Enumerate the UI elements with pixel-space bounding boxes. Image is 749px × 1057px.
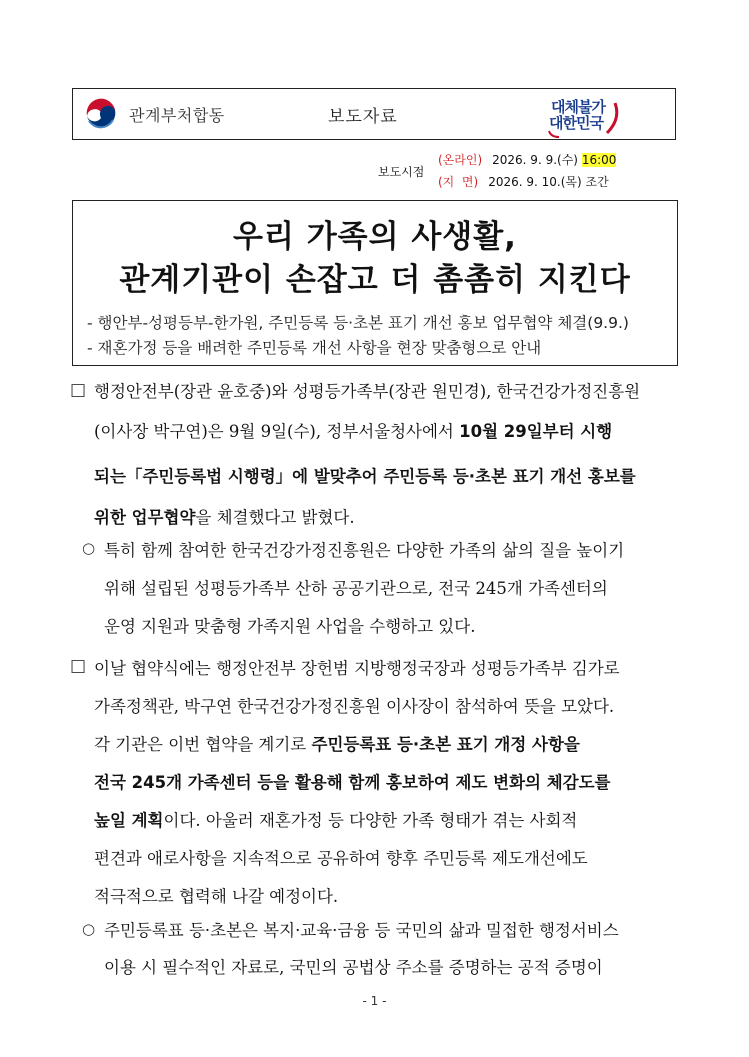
p3-line5-text: 이다. 아울러 재혼가정 등 다양한 가족 형태가 겪는 사회적 bbox=[163, 811, 578, 830]
slogan-line1: 대체불가 bbox=[551, 98, 605, 116]
main-title-line2: 관계기관이 손잡고 더 촘촘히 지킨다 bbox=[119, 262, 631, 298]
paragraph-2 bbox=[104, 532, 624, 646]
p1-line1: 행정안전부(장관 윤호중)와 성평등가족부(장관 원민경), 한국건강가정진흥원 bbox=[94, 382, 641, 401]
p1-line2-bold: 10월 29일부터 시행 bbox=[459, 422, 613, 441]
p3-line5 bbox=[94, 802, 620, 840]
circle-bullet: ○ bbox=[82, 539, 96, 557]
page-number: - 1 - bbox=[362, 994, 387, 1008]
square-bullet: □ bbox=[70, 656, 87, 676]
p2-line2: 위해 설립된 성평등가족부 산하 공공기관으로, 전국 245개 가족센터의 bbox=[104, 579, 608, 598]
slogan-line2: 대한민국 bbox=[549, 114, 603, 132]
p1-line3 bbox=[94, 459, 636, 494]
p2-line1: 특히 함께 참여한 한국건강가정진흥원은 다양한 가족의 삶의 질을 높이기 bbox=[104, 541, 625, 560]
paragraph-1-cont bbox=[94, 414, 636, 535]
p1-line3-bold: 되는「주민등록법 시행령」에 발맞추어 주민등록 등·초본 표기 개선 홍보를 bbox=[94, 467, 636, 486]
p1-line2 bbox=[94, 414, 636, 449]
online-time: 16:00 bbox=[581, 153, 617, 167]
p3-line2: 가족정책관, 박구연 한국건강가정진흥원 이사장이 참석하여 뜻을 모았다. bbox=[94, 697, 615, 716]
paragraph-4 bbox=[104, 912, 619, 986]
org-name: 관계부처합동 bbox=[129, 106, 225, 125]
p1-line4 bbox=[94, 500, 636, 535]
p3-line3 bbox=[94, 726, 620, 764]
p3-line1: 이날 협약식에는 행정안전부 장헌범 지방행정국장과 성평등가족부 김가로 bbox=[94, 659, 620, 678]
paragraph-3 bbox=[94, 650, 620, 916]
main-title-line1: 우리 가족의 사생활, bbox=[233, 219, 517, 255]
slogan-logo bbox=[543, 93, 623, 137]
subtitle-line2: - 재혼가정 등을 배려한 주민등록 개선 사항을 현장 맞춤형으로 안내 bbox=[87, 339, 542, 357]
release-print-row bbox=[438, 173, 609, 190]
doc-type-title: 보도자료 bbox=[328, 107, 398, 127]
p3-line6: 편견과 애로사항을 지속적으로 공유하여 향후 주민등록 제도개선에도 bbox=[94, 849, 588, 868]
paragraph-1 bbox=[94, 374, 640, 409]
government-logo-icon bbox=[83, 96, 119, 132]
online-date: 2026. 9. 9.(수) bbox=[492, 153, 578, 167]
p2-line3: 운영 지원과 맞춤형 가족지원 사업을 수행하고 있다. bbox=[104, 617, 476, 636]
p1-line4-text: 을 체결했다고 밝혔다. bbox=[195, 508, 355, 527]
p3-line4 bbox=[94, 764, 620, 802]
online-tag: (온라인) bbox=[438, 153, 483, 167]
p3-line7: 적극적으로 협력해 나갈 예정이다. bbox=[94, 887, 339, 906]
header-box bbox=[72, 88, 676, 140]
p3-line3-text: 각 기관은 이번 협약을 계기로 bbox=[94, 735, 312, 754]
subtitle-line1: - 행안부-성평등부-한가원, 주민등록 등·초본 표기 개선 홍보 업무협약 체결(9.9.) bbox=[87, 314, 629, 332]
title-box bbox=[72, 200, 678, 366]
square-bullet: □ bbox=[70, 380, 87, 400]
p4-line1: 주민등록표 등·초본은 복지·교육·금융 등 국민의 삶과 밀접한 행정서비스 bbox=[104, 921, 619, 940]
p3-line5-bold: 높일 계획 bbox=[94, 811, 164, 830]
p4-line2: 이용 시 필수적인 자료로, 국민의 공법상 주소를 증명하는 공적 증명이 bbox=[104, 958, 603, 977]
release-online-row bbox=[438, 151, 616, 168]
release-label: 보도시점 bbox=[378, 165, 425, 179]
p1-line2-text: (이사장 박구연)은 9월 9일(수), 정부서울청사에서 bbox=[94, 422, 460, 441]
p1-line4-bold: 위한 업무협약 bbox=[94, 508, 196, 527]
p3-line4-bold: 전국 245개 가족센터 등을 활용해 함께 홍보하여 제도 변화의 체감도를 bbox=[94, 773, 611, 792]
circle-bullet: ○ bbox=[82, 920, 96, 938]
print-tag: (지 면) bbox=[438, 175, 479, 189]
p3-line3-bold: 주민등록표 등·초본 표기 개정 사항을 bbox=[311, 735, 580, 754]
print-date: 2026. 9. 10.(목) 조간 bbox=[488, 175, 609, 189]
